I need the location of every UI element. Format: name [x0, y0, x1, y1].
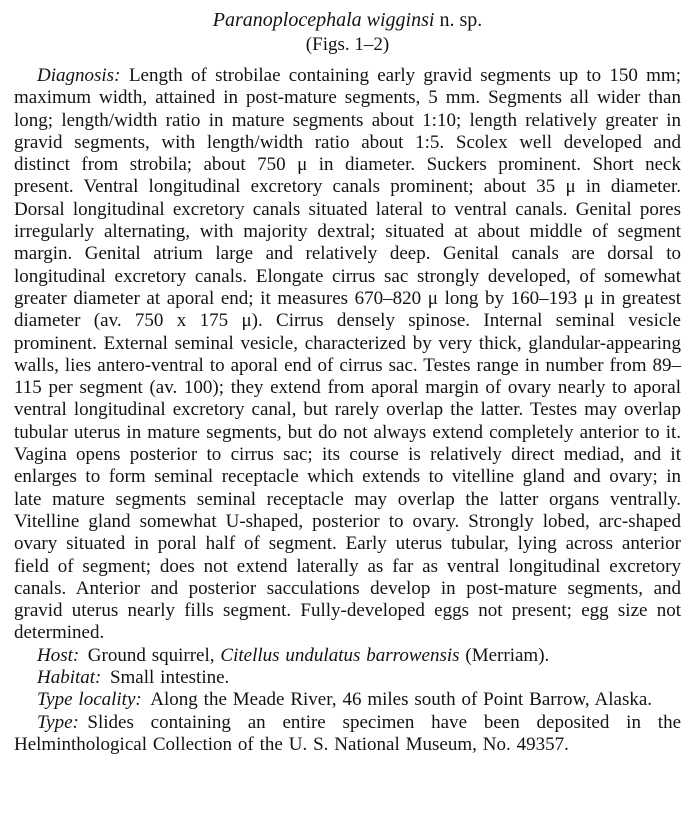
diagnosis-text: Length of strobilae containing early gravid segments up to 150 mm; maximum width, attained in post-mature segments, 5 mm. Segments all wider than long; length/width ratio in mature segments about 1:10; length relatively greater in gravid segments, with length/width ratio about 1:5. Scolex well developed and distinct from strobila; about 750 μ in diameter. Suckers prominent. Short neck present. Ventral longitudinal excretory canals prominent; about 35 μ in diameter. Dorsal longitudinal excretory canals situated lateral to ventral canals. Genital pores irregularly alternating, with majority dextral; situated at about middle of segment margin. Genital atrium large and relatively deep. Genital canals are dorsal to longitudinal excretory canals. Elongate cirrus sac strongly developed, of somewhat greater diameter at aporal end; it measures 670–820 μ long by 160–193 μ in greatest diameter (av. 750 x 175 μ). Cirrus densely spinose. Internal seminal vesicle prominent. External seminal vesicle, characterized by very thick, glandular-appearing walls, lies antero-ventral to aporal end of cirrus sac. Testes range in number from 89–115 per segment (av. 100); they extend from aporal margin of ovary nearly to aporal ventral longitudinal excretory canal, but rarely overlap the latter. Testes may overlap tubular uterus in mature segments, but do not always extend completely anterior to it. Vagina opens posterior to cirrus sac; its course is relatively direct mediad, and it enlarges to form seminal receptacle which extends to vitelline gland and ovary; in late mature segments seminal receptacle may overlap the latter organs ventrally. Vitelline gland somewhat U-shaped, posterior to ovary. Strongly lobed, arc-shaped ovary situated in poral half of segment. Early uterus tubular, lying across anterior field of segment; does not extend laterally as far as ventral longitudinal excretory canals. Anterior and posterior sacculations develop in post-mature segments, and gravid uterus nearly fills segment. Fully-developed eggs not present; egg size not determined. [14, 65, 681, 644]
habitat-text: Small intestine. [109, 667, 230, 689]
diagnosis-label: Diagnosis: [37, 65, 121, 86]
host-species-name: Citellus undulatus barrowensis [220, 644, 460, 666]
type-locality-label: Type locality: [37, 689, 142, 711]
habitat-label: Habitat: [37, 667, 102, 689]
figure-reference: (Figs. 1–2) [305, 34, 390, 55]
host-label: Host: [37, 644, 80, 666]
host-text-post: (Merriam). [459, 644, 550, 666]
page-title [14, 7, 681, 33]
title-species-name: Paranoplocephala wigginsi [212, 9, 435, 31]
type-paragraph [14, 712, 681, 757]
host-paragraph [14, 645, 681, 667]
type-locality-text: Along the Meade River, 46 miles south of Point Barrow, Alaska. [150, 689, 653, 711]
host-text-pre: Ground squirrel, [87, 644, 221, 666]
habitat-paragraph [14, 667, 681, 689]
type-label: Type: [37, 711, 79, 733]
diagnosis-paragraph [14, 65, 681, 645]
title-suffix: n. sp. [434, 9, 483, 31]
type-locality-paragraph [14, 689, 681, 711]
type-text: Slides containing an entire specimen have been deposited in the Helminthological Collection of the U. S. National Museum, No. 49357. [14, 711, 681, 755]
